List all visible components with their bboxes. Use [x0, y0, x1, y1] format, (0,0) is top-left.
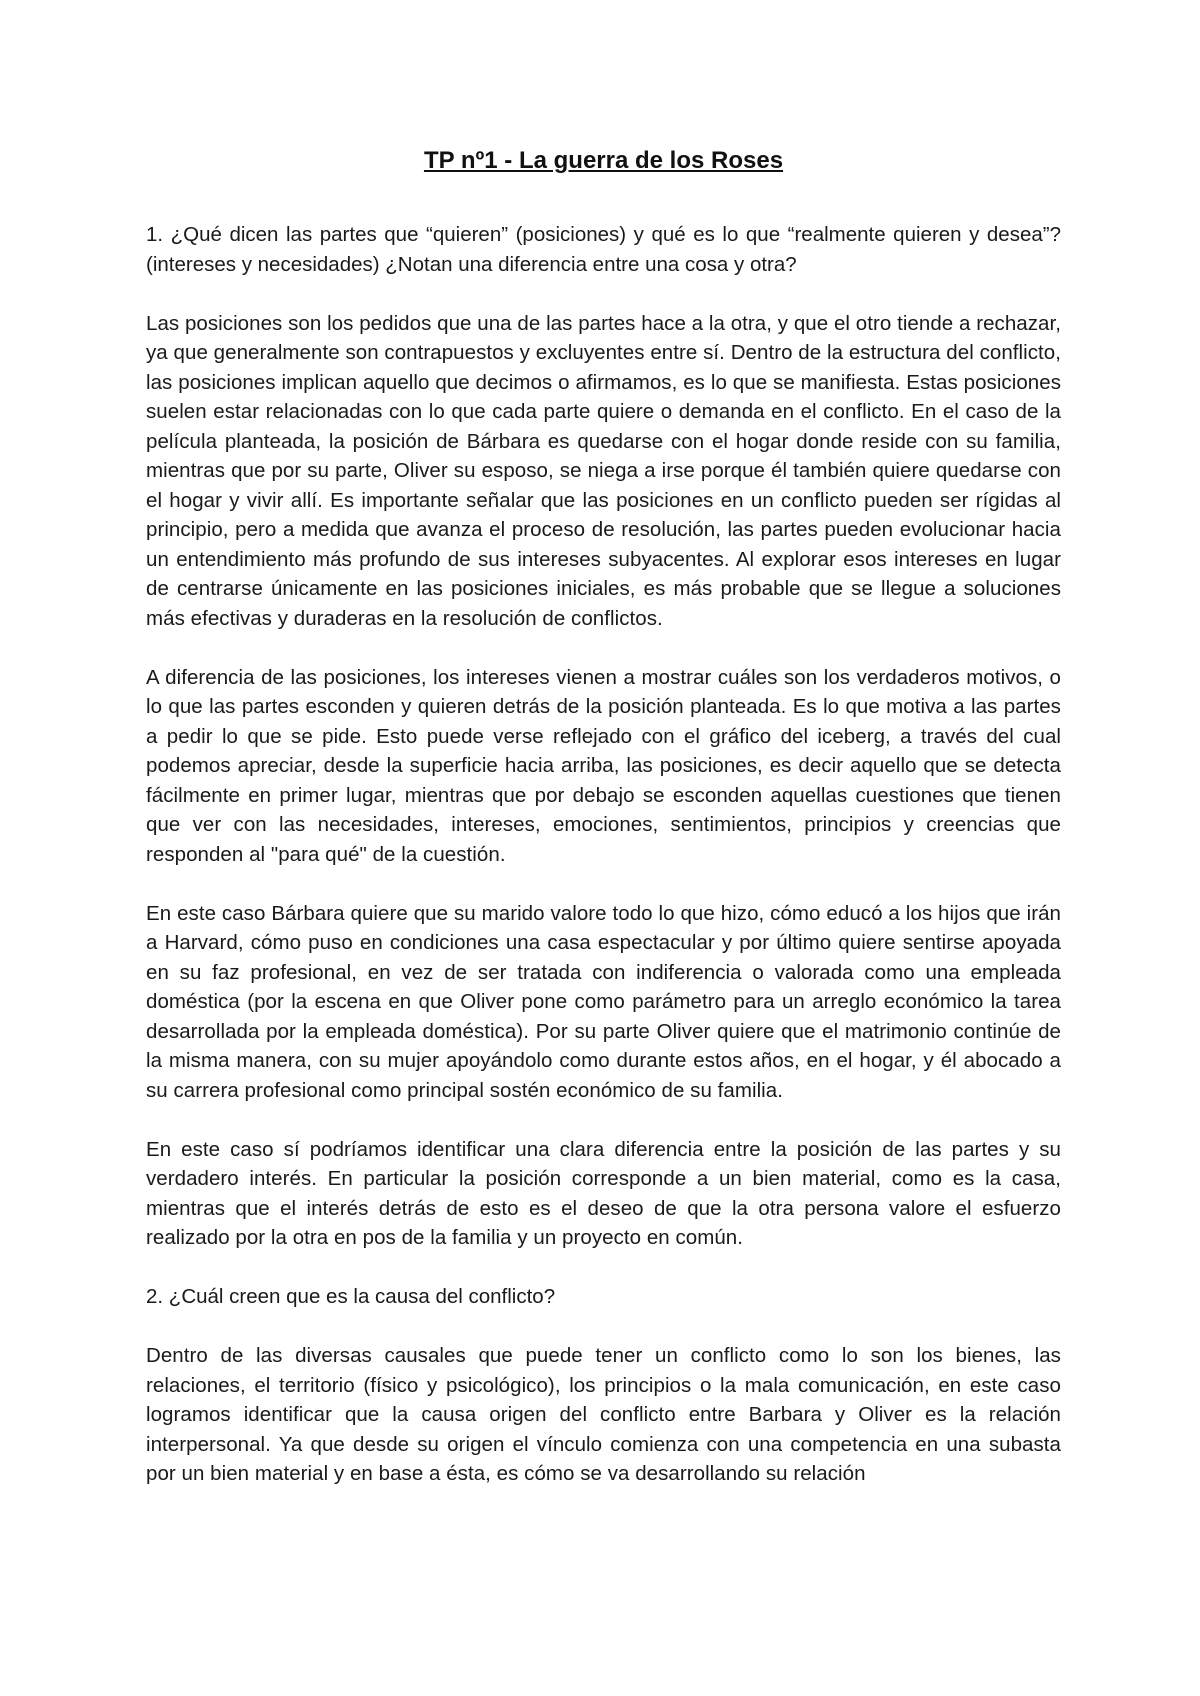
answer-1-paragraph-2: A diferencia de las posiciones, los intereses vienen a mostrar cuáles son los verdaderos motivos, o lo que las partes esconden y quieren detrás de la posición planteada. Es lo que motiva a las partes a pedir lo que se pide. Esto puede verse reflejado con el gráfico del iceberg, a través del cual podemos apreciar, desde la superficie hacia arriba, las posiciones, es decir aquello que se detecta fácilmente en primer lugar, mientras que por debajo se esconden aquellas cuestiones que tienen que ver con las necesidades, intereses, emociones, sentimientos, principios y creencias que responden al "para qué" de la cuestión. [146, 665, 1061, 866]
answer-1-paragraph-3: En este caso Bárbara quiere que su marido valore todo lo que hizo, cómo educó a los hijos que irán a Harvard, cómo puso en condiciones una casa espectacular y por último quiere sentirse apoyada en su faz profesional, en vez de ser tratada con indiferencia o valorada como una empleada doméstica (por la escena en que Oliver pone como parámetro para un arreglo económico la tarea desarrollada por la empleada doméstica). Por su parte Oliver quiere que el matrimonio continúe de la misma manera, con su mujer apoyándolo como durante estos años, en el hogar, y él abocado a su carrera profesional como principal sostén económico de su familia. [146, 901, 1061, 1102]
document-body [146, 146, 1061, 1518]
answer-1-paragraph-1: Las posiciones son los pedidos que una de las partes hace a la otra, y que el otro tiende a rechazar, ya que generalmente son contrapuestos y excluyentes entre sí. Dentro de la estructura del conflicto, las posiciones implican aquello que decimos o afirmamos, es lo que se manifiesta. Estas posiciones suelen estar relacionadas con lo que cada parte quiere o demanda en el conflicto. En el caso de la película planteada, la posición de Bárbara es quedarse con el hogar donde reside con su familia, mientras que por su parte, Oliver su esposo, se niega a irse porque él también quiere quedarse con el hogar y vivir allí. Es importante señalar que las posiciones en un conflicto pueden ser rígidas al principio, pero a medida que avanza el proceso de resolución, las partes pueden evolucionar hacia un entendimiento más profundo de sus intereses subyacentes. Al explorar esos intereses en lugar de centrarse únicamente en las posiciones iniciales, es más probable que se llegue a soluciones más efectivas y duraderas en la resolución de conflictos. [146, 311, 1061, 630]
answer-1-paragraph-4: En este caso sí podríamos identificar una clara diferencia entre la posición de las partes y su verdadero interés. En particular la posición corresponde a un bien material, como es la casa, mientras que el interés detrás de esto es el deseo de que la otra persona valore el esfuerzo realizado por la otra en pos de la familia y un proyecto en común. [146, 1137, 1061, 1249]
document-title: TP nº1 - La guerra de los Roses [423, 147, 784, 174]
question-2: 2. ¿Cuál creen que es la causa del conflicto? [146, 1285, 556, 1308]
answer-2-paragraph-1: Dentro de las diversas causales que puede tener un conflicto como lo son los bienes, las relaciones, el territorio (físico y psicológico), los principios o la mala comunicación, en este caso logramos identificar que la causa origen del conflicto entre Barbara y Oliver es la relación interpersonal. Ya que desde su origen el vínculo comienza con una competencia en una subasta por un bien material y en base a ésta, es cómo se va desarrollando su relación [146, 1344, 1061, 1485]
question-1: 1. ¿Qué dicen las partes que “quieren” (posiciones) y qué es lo que “realmente quieren y desea”? (intereses y necesidades) ¿Notan una diferencia entre una cosa y otra? [146, 223, 1061, 276]
